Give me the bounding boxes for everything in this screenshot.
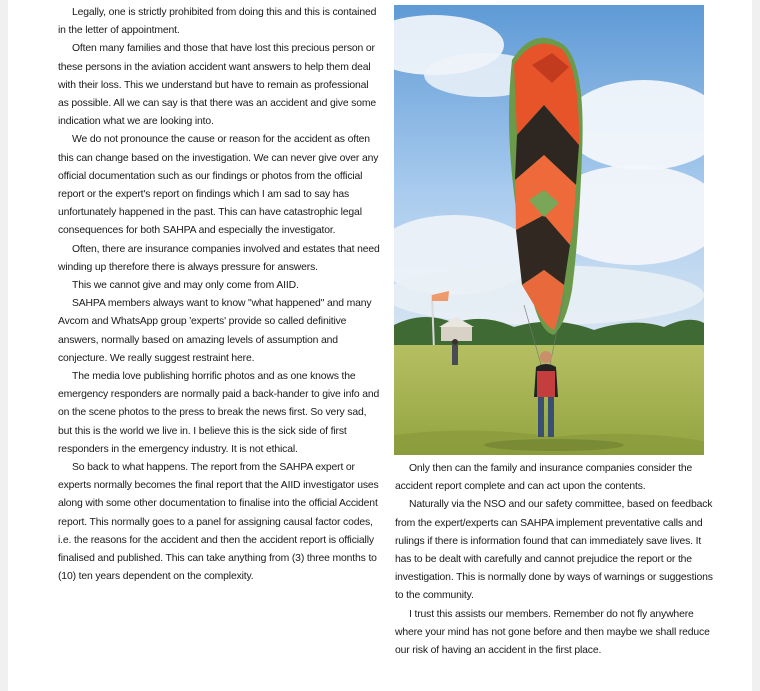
paragraph: Often, there are insurance companies involved and estates that need winding up therefore there is always pressure for answers. bbox=[58, 243, 380, 273]
paragraph: I trust this assists our members. Remember do not fly anywhere where your mind has not gone before and then maybe we shall reduce our risk of having an accident in the first place. bbox=[395, 608, 710, 657]
paraglider-photo bbox=[394, 5, 704, 455]
paragraph: Naturally via the NSO and our safety committee, based on feedback from the expert/experts can SAHPA implement preventative calls and rulings if there is information found that can immediately save lives. It has to be dealt with carefully and cannot prejudice the report or the investigation. This is normally done by ways of warnings or suggestions to the community. bbox=[395, 499, 713, 602]
paragraph: Only then can the family and insurance companies consider the accident report complete and can act upon the contents. bbox=[395, 463, 693, 493]
paragraph: We do not pronounce the cause or reason for the accident as often this can change based on the investigation. We can never give over any official documentation such as our findings or photos from the official report or the expert's report on findings which I am sad to say has unfortunately happened in the past. This can have catastrophic legal consequences for both SAHPA and especially the investigator. bbox=[58, 134, 379, 237]
paragraph: Often many families and those that have lost this precious person or these persons in the aviation accident want answers to help them deal with their loss. This we understand but have to remain as professional as possible. All we can say is that there was an accident and give some indication what we are looking into. bbox=[58, 43, 376, 128]
paragraph: The media love publishing horrific photos and as one knows the emergency responders are normally paid a back-hander to give info and on the scene photos to the press to break the news first. So very sad, but this is the world we live in. I believe this is the sick side of first responders in the emergency industry. It is not ethical. bbox=[58, 371, 380, 455]
paragraph: This we cannot give and may only come from AIID. bbox=[72, 280, 299, 292]
paragraph: SAHPA members always want to know "what happened" and many Avcom and WhatsApp group 'experts' provide so called definitive answers, normally based on amazing levels of assumption and conjecture. We really suggest restraint here. bbox=[58, 298, 372, 364]
paragraph: Legally, one is strictly prohibited from doing this and this is contained in the letter of appointment. bbox=[58, 7, 377, 37]
paragraph: So back to what happens. The report from the SAHPA expert or experts normally becomes the final report that the AIID investigator uses along with some other documentation to finalise into the official Accident report. This normally goes to a panel for assigning causal factor codes, i.e. the reasons for the accident and then the accident report is officially finalised and published. This can take anything from (3) three months to (10) ten years dependent on the complexity. bbox=[58, 462, 379, 583]
article-right-column bbox=[395, 460, 715, 660]
article-left-column bbox=[58, 4, 380, 587]
magazine-page bbox=[8, 0, 752, 691]
